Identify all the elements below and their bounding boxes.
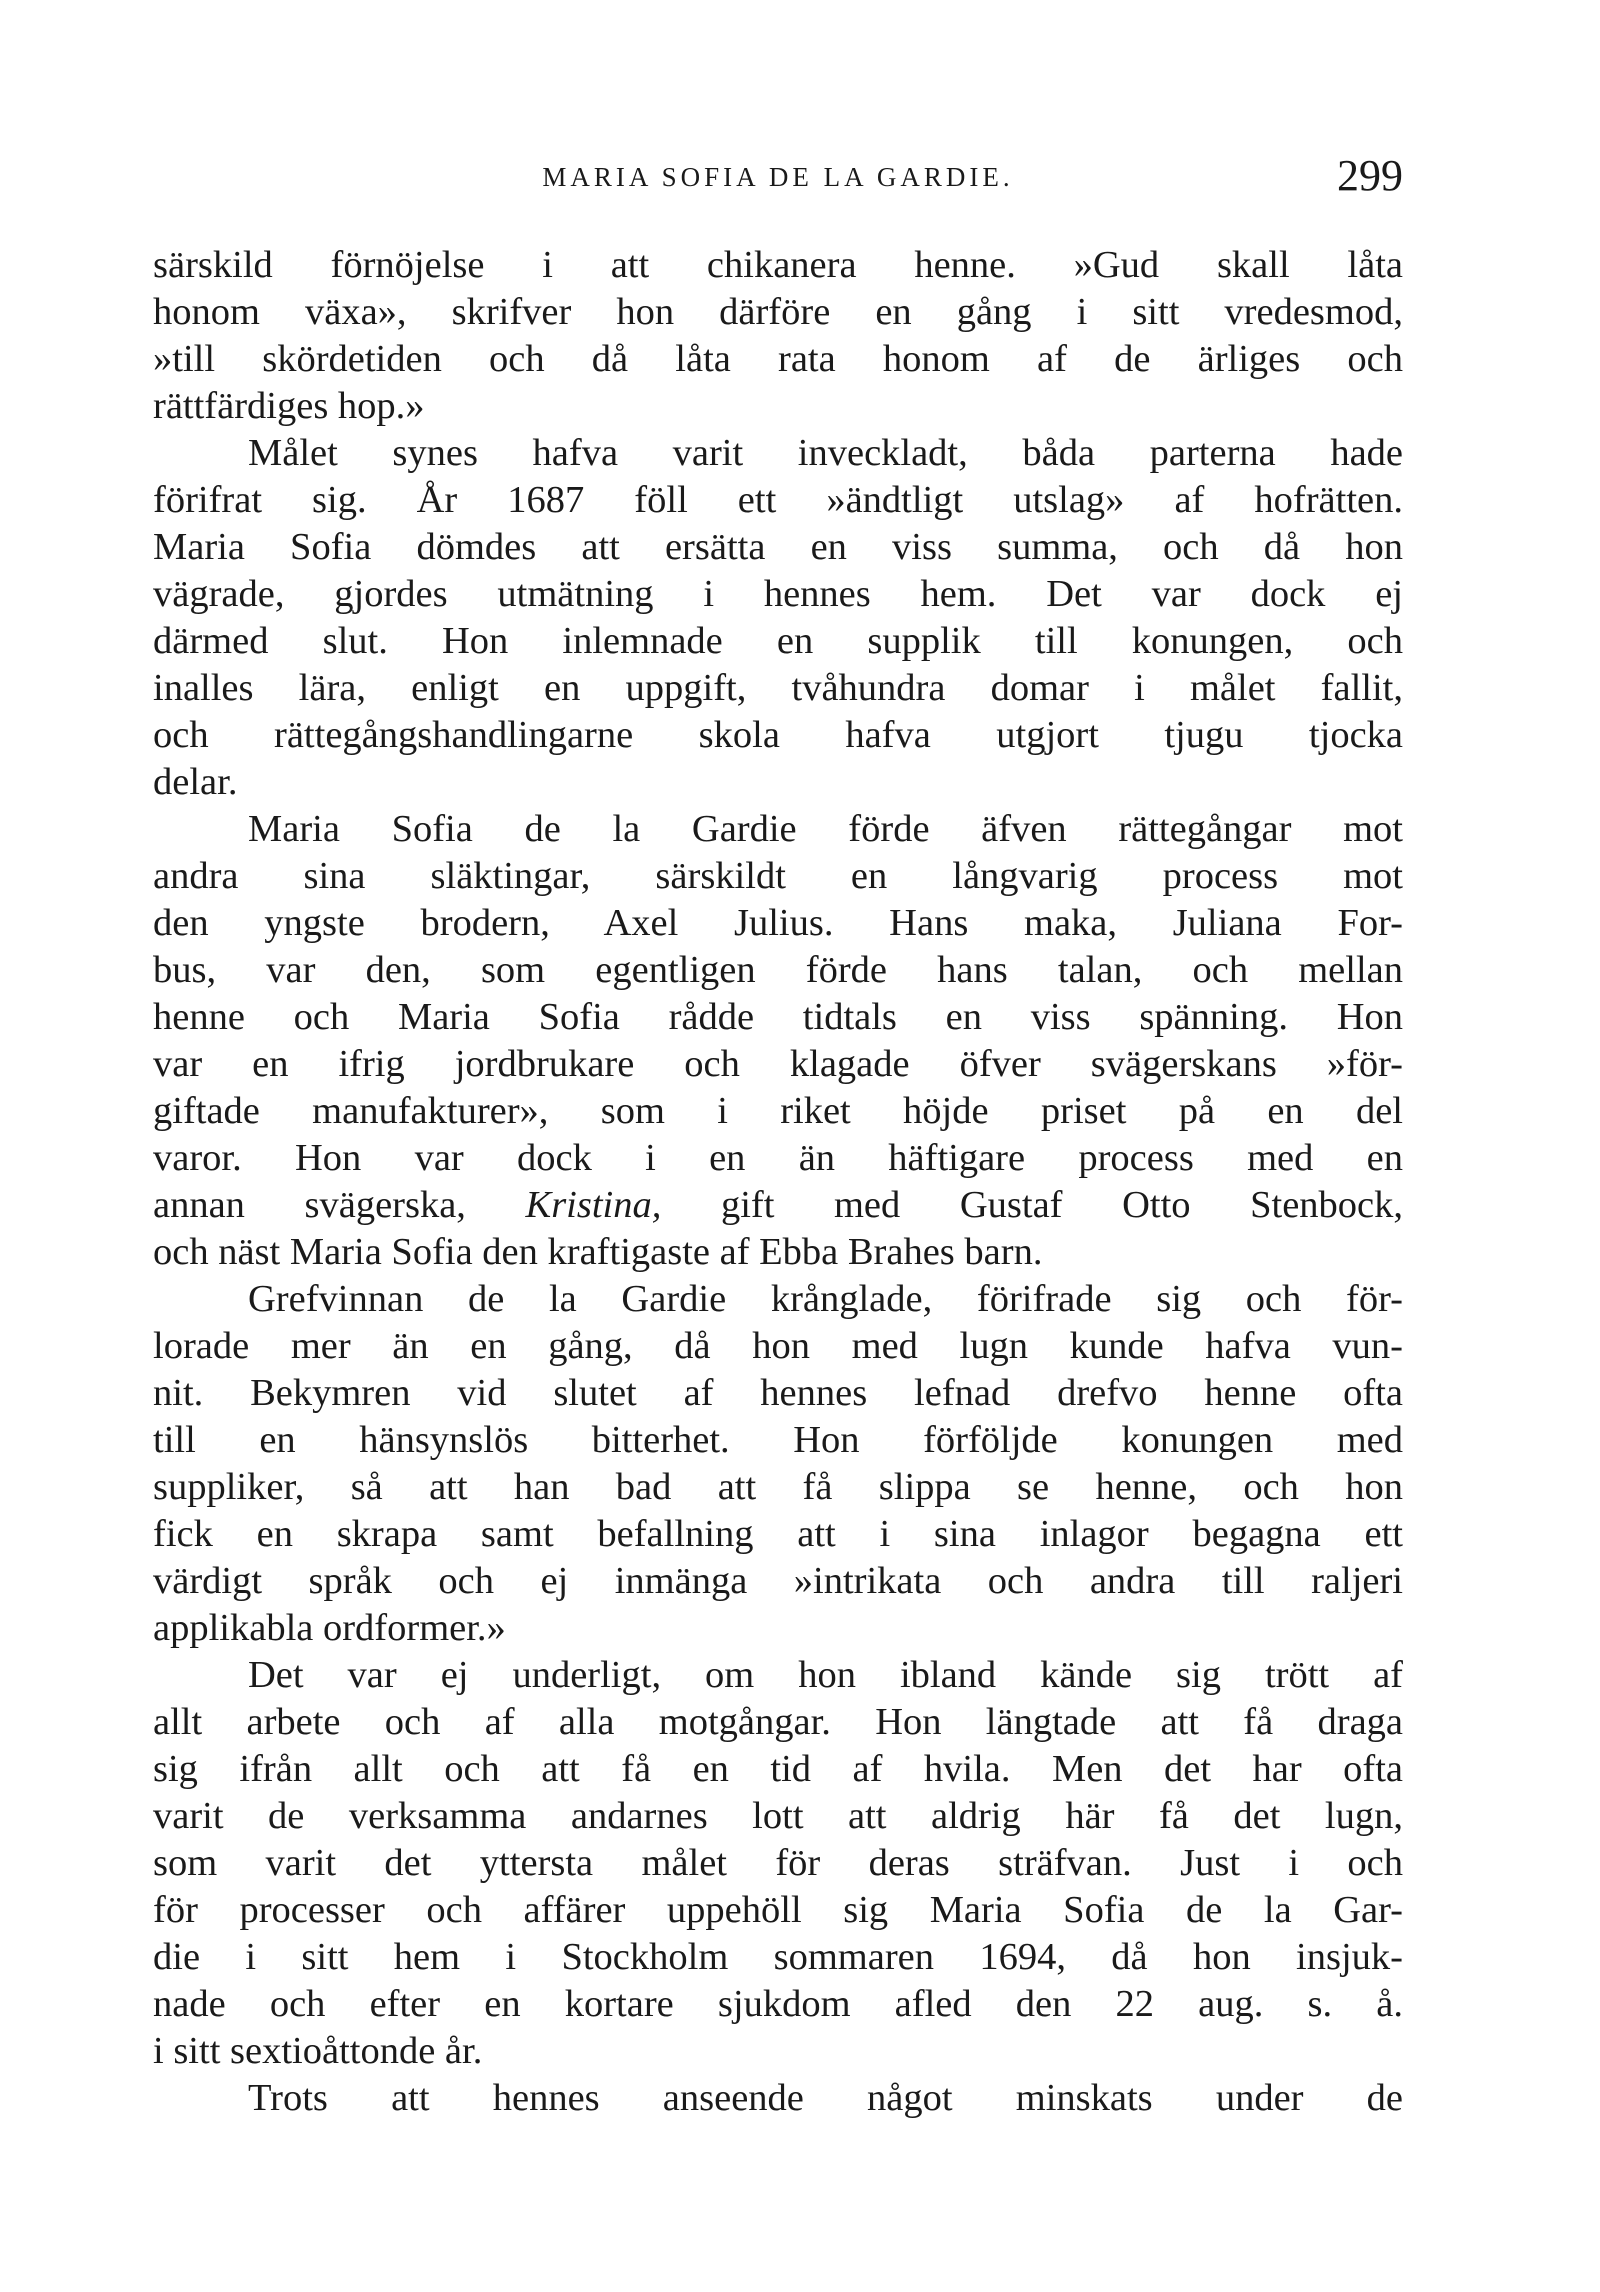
text-line: inalles lära, enligt en uppgift, tvåhundra domar i målet fallit, xyxy=(153,667,1403,709)
text-line: giftade manufakturer», som i riket höjde priset på en del xyxy=(153,1090,1403,1132)
text-line: allt arbete och af alla motgångar. Hon längtade att få draga xyxy=(153,1701,1403,1743)
page-number: 299 xyxy=(1337,151,1403,200)
text-line: bus, var den, som egentligen förde hans talan, och mellan xyxy=(153,949,1403,991)
text-line: och näst Maria Sofia den kraftigaste af Ebba Brahes barn. xyxy=(153,1231,1043,1273)
text-line: nade och efter en kortare sjukdom afled den 22 aug. s. å. xyxy=(153,1983,1403,2025)
text-line: värdigt språk och ej inmänga »intrikata och andra till raljeri xyxy=(153,1560,1403,1602)
text-line: andra sina släktingar, särskildt en långvarig process mot xyxy=(153,855,1403,897)
text-line: Maria Sofia dömdes att ersätta en viss summa, och då hon xyxy=(153,526,1403,568)
text-line: lorade mer än en gång, då hon med lugn kunde hafva vun- xyxy=(153,1325,1403,1367)
text-line: varor. Hon var dock i en än häftigare process med en xyxy=(153,1137,1403,1179)
text-line: varit de verksamma andarnes lott att aldrig här få det lugn, xyxy=(153,1795,1403,1837)
text-line-segment: annan svägerska, xyxy=(153,1184,526,1226)
text-line: och rättegångshandlingarne skola hafva utgjort tjugu tjocka xyxy=(153,714,1403,756)
text-line: applikabla ordformer.» xyxy=(153,1607,506,1649)
text-line: sig ifrån allt och att få en tid af hvila. Men det har ofta xyxy=(153,1748,1403,1790)
text-line: Målet synes hafva varit inveckladt, båda parterna hade xyxy=(248,432,1403,474)
running-head: MARIA SOFIA DE LA GARDIE. xyxy=(542,162,1014,192)
text-line: särskild förnöjelse i att chikanera henne. »Gud skall låta xyxy=(153,244,1403,286)
text-line: henne och Maria Sofia rådde tidtals en viss spänning. Hon xyxy=(153,996,1403,1038)
text-line: förifrat sig. År 1687 föll ett »ändtligt utslag» af hofrätten. xyxy=(153,479,1403,521)
text-line: i sitt sextioåttonde år. xyxy=(153,2030,483,2072)
text-line: nit. Bekymren vid slutet af hennes lefnad drefvo henne ofta xyxy=(153,1372,1403,1414)
text-line: fick en skrapa samt befallning att i sina inlagor begagna ett xyxy=(153,1513,1403,1555)
text-line: Maria Sofia de la Gardie förde äfven rättegångar mot xyxy=(248,808,1403,850)
page-header xyxy=(153,150,1403,210)
text-line: delar. xyxy=(153,761,238,803)
text-line: rättfärdiges hop.» xyxy=(153,385,425,427)
text-line: var en ifrig jordbrukare och klagade öfver svägerskans »för- xyxy=(153,1043,1403,1085)
text-line: för processer och affärer uppehöll sig Maria Sofia de la Gar- xyxy=(153,1889,1403,1931)
text-line: till en hänsynslös bitterhet. Hon förföljde konungen med xyxy=(153,1419,1403,1461)
text-line: suppliker, så att han bad att få slippa se henne, och hon xyxy=(153,1466,1403,1508)
text-line: Grefvinnan de la Gardie krånglade, förifrade sig och för- xyxy=(248,1278,1403,1320)
body-text xyxy=(153,242,1403,2122)
text-line: die i sitt hem i Stockholm sommaren 1694, då hon insjuk- xyxy=(153,1936,1403,1978)
text-line: som varit det yttersta målet för deras sträfvan. Just i och xyxy=(153,1842,1403,1884)
text-line: därmed slut. Hon inlemnade en supplik till konungen, och xyxy=(153,620,1403,662)
text-line: vägrade, gjordes utmätning i hennes hem. Det var dock ej xyxy=(153,573,1403,615)
text-line: Trots att hennes anseende något minskats under de xyxy=(248,2077,1403,2119)
text-line: den yngste brodern, Axel Julius. Hans maka, Juliana For- xyxy=(153,902,1403,944)
text-line: Det var ej underligt, om hon ibland kände sig trött af xyxy=(248,1654,1403,1696)
text-line: honom växa», skrifver hon därföre en gång i sitt vredesmod, xyxy=(153,291,1403,333)
text-line-segment: gift med Gustaf Otto Stenbock, xyxy=(661,1184,1403,1226)
italic-name: Kristina, xyxy=(525,1184,662,1226)
text-line: »till skördetiden och då låta rata honom af de ärliges och xyxy=(153,338,1403,380)
text-line xyxy=(153,1182,1403,1229)
